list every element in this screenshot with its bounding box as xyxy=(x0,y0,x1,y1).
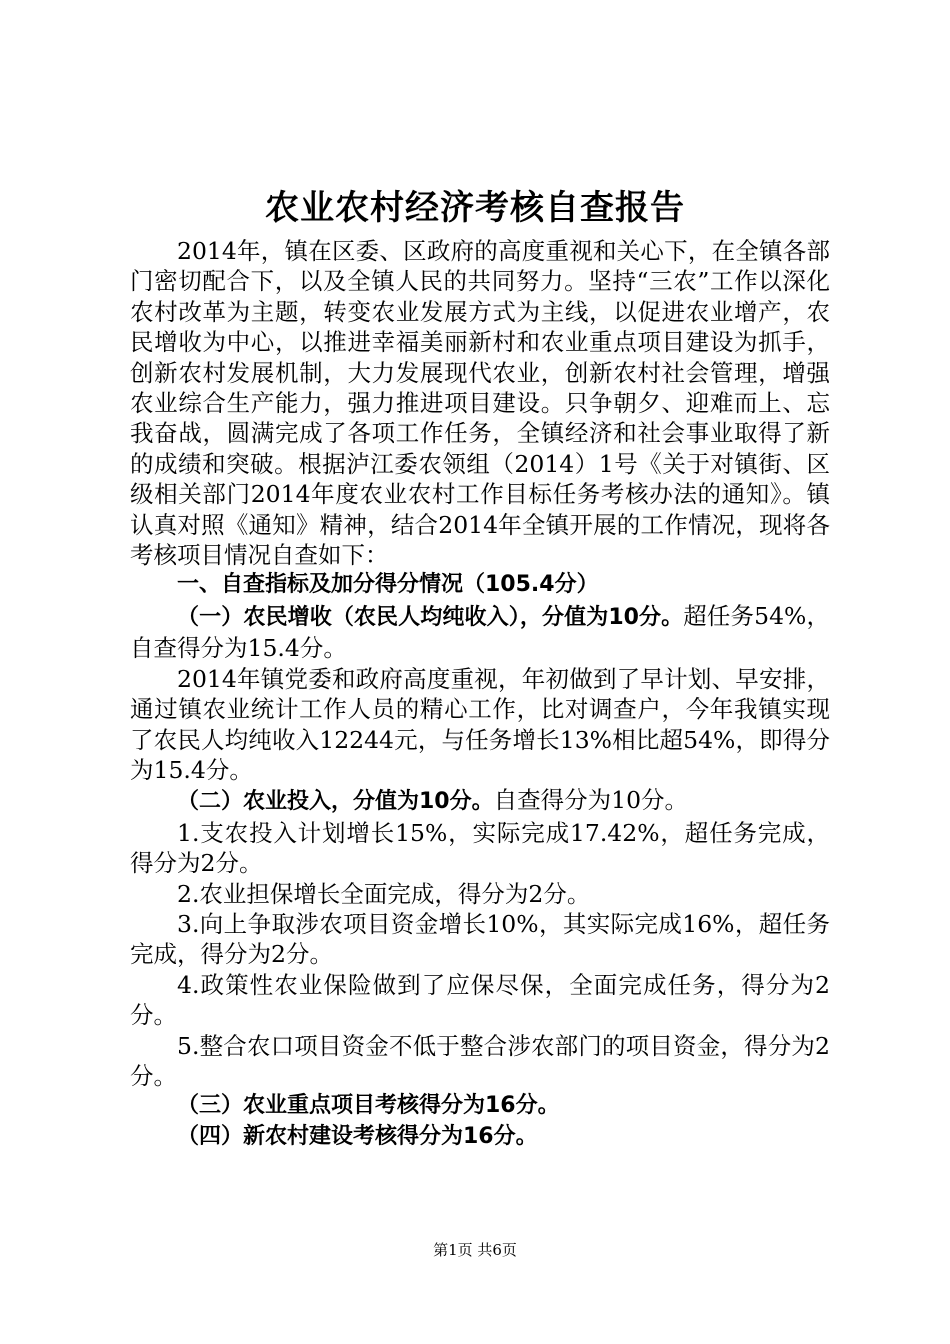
document-title: 农业农村经济考核自查报告 xyxy=(265,188,685,228)
item-2-sub-2: 2.农业担保增长全面完成，得分为2分。 xyxy=(177,879,591,908)
page-footer: 第1页 共6页 xyxy=(433,1241,517,1259)
item-2-sub-1: 1.支农投入计划增长15%，实际完成17.42%，超任务完成，得分为2分。 xyxy=(130,818,830,878)
item-1-detail: 2014年镇党委和政府高度重视，年初做到了早计划、早安排，通过镇农业统计工作人员的精心工作，比对调查户，今年我镇实现了农民人均纯收入12244元，与任务增长13%相比超54%，即得分为15.4分。 xyxy=(130,664,830,784)
item-2-paragraph xyxy=(130,785,830,817)
item-2-sub-4: 4.政策性农业保险做到了应保尽保，全面完成任务，得分为2分。 xyxy=(130,970,830,1030)
item-2-sub-5: 5.整合农口项目资金不低于整合涉农部门的项目资金，得分为2分。 xyxy=(130,1031,830,1090)
item-2-summary: 自查得分为10分。 xyxy=(493,786,689,815)
item-4-heading: （四）新农村建设考核得分为16分。 xyxy=(177,1123,538,1149)
item-1-paragraph xyxy=(130,601,830,664)
item-1-summary: 超任务54%，自查得分为15.4分。 xyxy=(130,601,830,663)
item-1-heading: （一）农民增收（农民人均纯收入），分值为10分。 xyxy=(177,604,684,630)
section-heading-1: 一、自查指标及加分得分情况（105.4分） xyxy=(177,572,599,598)
item-3-heading: （三）农业重点项目考核得分为16分。 xyxy=(177,1093,560,1119)
item-2-heading: （二）农业投入，分值为10分。 xyxy=(177,789,494,815)
item-2-sub-3: 3.向上争取涉农项目资金增长10%，其实际完成16%，超任务完成，得分为2分。 xyxy=(130,909,830,969)
intro-paragraph: 2014年，镇在区委、区政府的高度重视和关心下，在全镇各部门密切配合下，以及全镇人民的共同努力。坚持“三农”工作以深化农村改革为主题，转变农业发展方式为主线，以促进农业增产，农民增收为中心，以推进幸福美丽新村和农业重点项目建设为抓手，创新农村发展机制，大力发展现代农业，创新农村社会管理，增强农业综合生产能力，强力推进项目建设。只争朝夕、迎难而上、忘我奋战，圆满完成了各项工作任务，全镇经济和社会事业取得了新的成绩和突破。根据泸江委农领组（2014）1号《关于对镇街、区级相关部门2014年度农业农村工作目标任务考核办法的通知》。镇认真对照《通知》精神，结合2014年全镇开展的工作情况，现将各考核项目情况自查如下： xyxy=(130,237,830,570)
document-body xyxy=(130,236,830,1152)
